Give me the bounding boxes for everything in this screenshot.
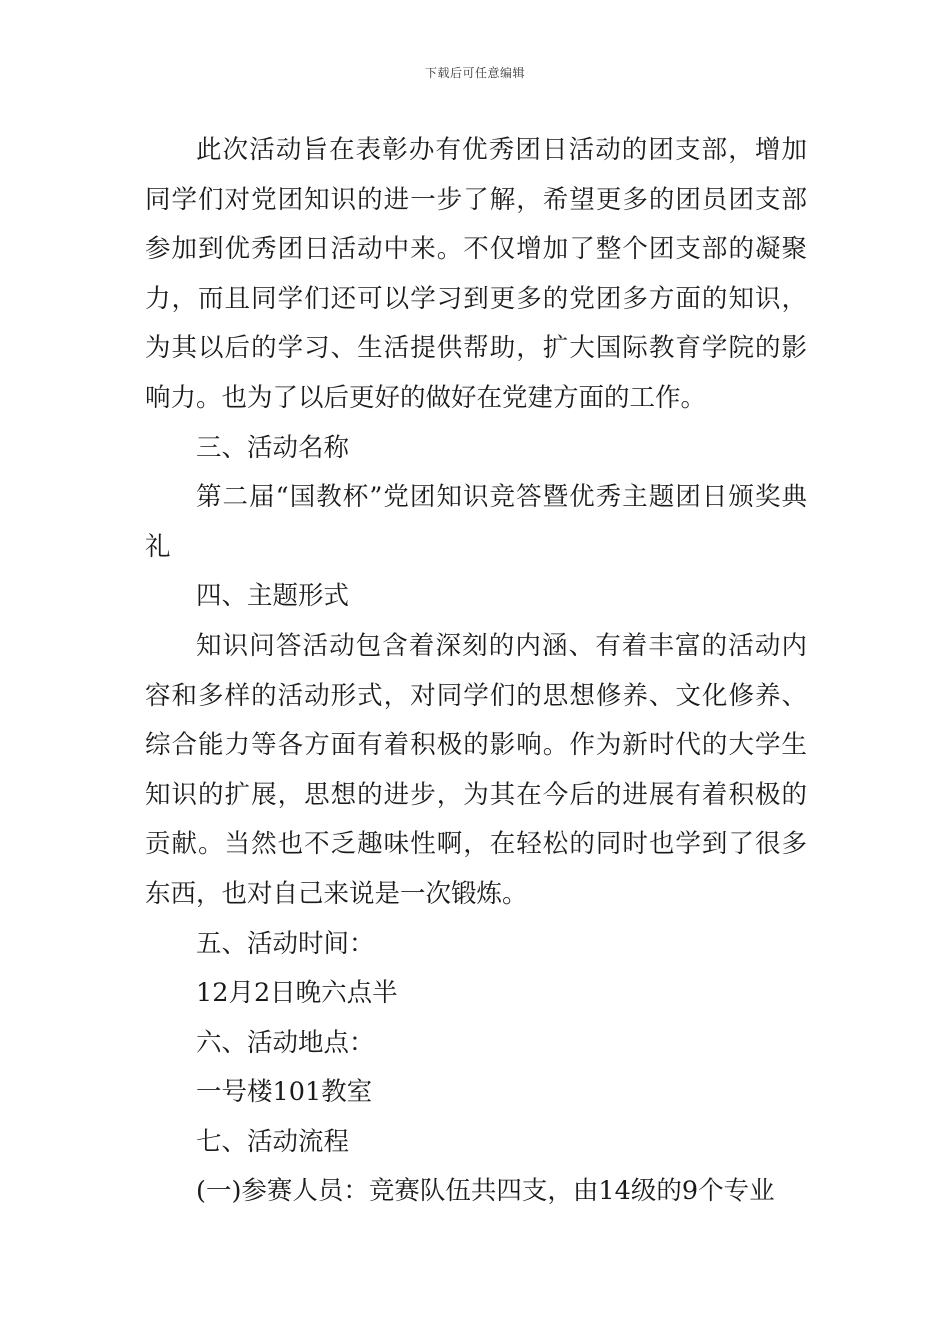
paragraph-activity-time: 12月2日晚六点半 [196,978,398,1009]
heading-activity-name: 三、活动名称 [196,432,350,463]
heading-activity-location: 六、活动地点： [196,1027,375,1058]
heading-activity-process: 七、活动流程 [196,1126,350,1157]
paragraph-theme-format: 知识问答活动包含着深刻的内涵、有着丰富的活动内容和多样的活动形式，对同学们的思想修养、文化修养、综合能力等各方面有着积极的影响。作为新时代的大学生知识的扩展，思想的进步，为其在今后的进展有着积极的贡献。当然也不乏趣味性啊，在轻松的同时也学到了很多东西，也对自己来说是一次锻炼。 [145,630,807,909]
heading-theme-format: 四、主题形式 [196,581,350,612]
paragraph-activity-name: 第二届“国教杯”党团知识竞答暨优秀主题团日颁奖典礼 [145,482,807,562]
paragraph-purpose: 此次活动旨在表彰办有优秀团日活动的团支部，增加同学们对党团知识的进一步了解，希望更多的团员团支部参加到优秀团日活动中来。不仅增加了整个团支部的凝聚力，而且同学们还可以学习到更多的党团多方面的知识，为其以后的学习、生活提供帮助，扩大国际教育学院的影响力。也为了以后更好的做好在党建方面的工作。 [145,135,807,413]
heading-activity-time: 五、活动时间： [196,928,375,959]
document-body [145,126,807,1217]
paragraph-participants: (一)参赛人员：竞赛队伍共四支，由14级的9个专业 [196,1176,775,1207]
page-header-note: 下载后可任意编辑 [424,66,525,80]
paragraph-activity-location: 一号楼101教室 [196,1077,373,1108]
